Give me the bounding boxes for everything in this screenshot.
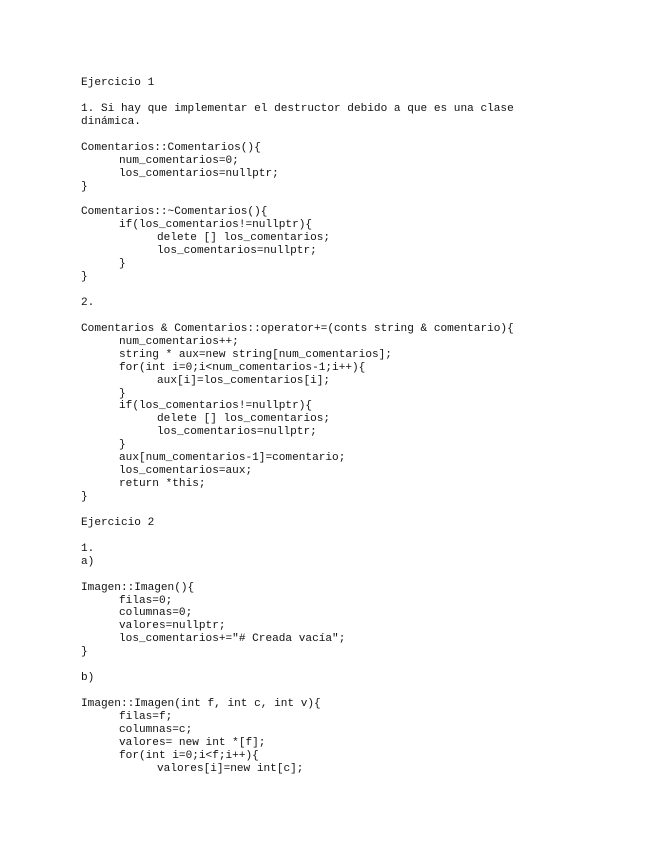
document-line: Imagen::Imagen(){: [81, 581, 195, 594]
document-line: for(int i=0;i<num_comentarios-1;i++){: [119, 361, 366, 374]
document-line: [81, 659, 514, 672]
document-line: }: [81, 271, 88, 284]
document-line: [81, 530, 514, 543]
document-line: a): [81, 555, 95, 568]
document-line: }: [81, 646, 88, 659]
document-line: if(los_comentarios!=nullptr){: [119, 219, 313, 232]
document-line: valores= new int *[f];: [119, 736, 266, 749]
document-page: [81, 77, 514, 776]
document-line: aux[num_comentarios-1]=comentario;: [119, 452, 346, 465]
document-line: 2.: [81, 296, 95, 309]
document-line: }: [119, 439, 126, 452]
document-line: [81, 284, 514, 297]
document-line: }: [81, 491, 88, 503]
document-line: delete [] los_comentarios;: [157, 413, 331, 426]
document-line: [81, 685, 514, 698]
document-line: [81, 504, 514, 517]
document-line: filas=f;: [119, 710, 173, 723]
document-line: return *this;: [119, 478, 206, 491]
document-line: filas=0;: [119, 594, 173, 607]
document-line: string * aux=new string[num_comentarios];: [119, 348, 392, 361]
document-line: dinámica.: [81, 115, 141, 128]
document-line: columnas=0;: [119, 607, 193, 620]
document-line: los_comentarios+="# Creada vacía";: [119, 633, 346, 646]
document-line: columnas=c;: [119, 723, 193, 736]
document-line: aux[i]=los_comentarios[i];: [157, 374, 331, 387]
document-line: for(int i=0;i<f;i++){: [119, 749, 259, 762]
document-line: delete [] los_comentarios;: [157, 232, 331, 245]
document-line: b): [81, 672, 95, 685]
document-line: Imagen::Imagen(int f, int c, int v){: [81, 698, 321, 710]
document-line: Comentarios::Comentarios(){: [81, 141, 261, 154]
document-line: }: [81, 180, 88, 193]
document-line: Ejercicio 1: [81, 77, 155, 89]
document-line: valores[i]=new int[c];: [157, 762, 304, 775]
document-line: [81, 90, 514, 103]
document-line: Comentarios & Comentarios::operator+=(conts string & comentario){: [81, 322, 514, 335]
document-line: [81, 310, 514, 323]
document-line: [81, 569, 514, 582]
document-line: valores=nullptr;: [119, 620, 226, 633]
document-line: num_comentarios++;: [119, 335, 239, 348]
document-line: }: [119, 258, 126, 271]
document-line: }: [119, 387, 126, 400]
document-line: num_comentarios=0;: [119, 154, 239, 167]
document-line: Ejercicio 2: [81, 516, 155, 529]
document-line: los_comentarios=aux;: [119, 465, 253, 478]
document-line: [81, 129, 514, 142]
document-line: 1. Si hay que implementar el destructor debido a que es una clase: [81, 102, 514, 115]
document-line: los_comentarios=nullptr;: [157, 426, 317, 439]
document-line: 1.: [81, 542, 95, 555]
document-line: if(los_comentarios!=nullptr){: [119, 400, 313, 413]
document-line: Comentarios::~Comentarios(){: [81, 206, 268, 219]
document-line: [81, 193, 514, 206]
document-line: los_comentarios=nullptr;: [119, 167, 279, 180]
document-line: los_comentarios=nullptr;: [157, 245, 317, 258]
